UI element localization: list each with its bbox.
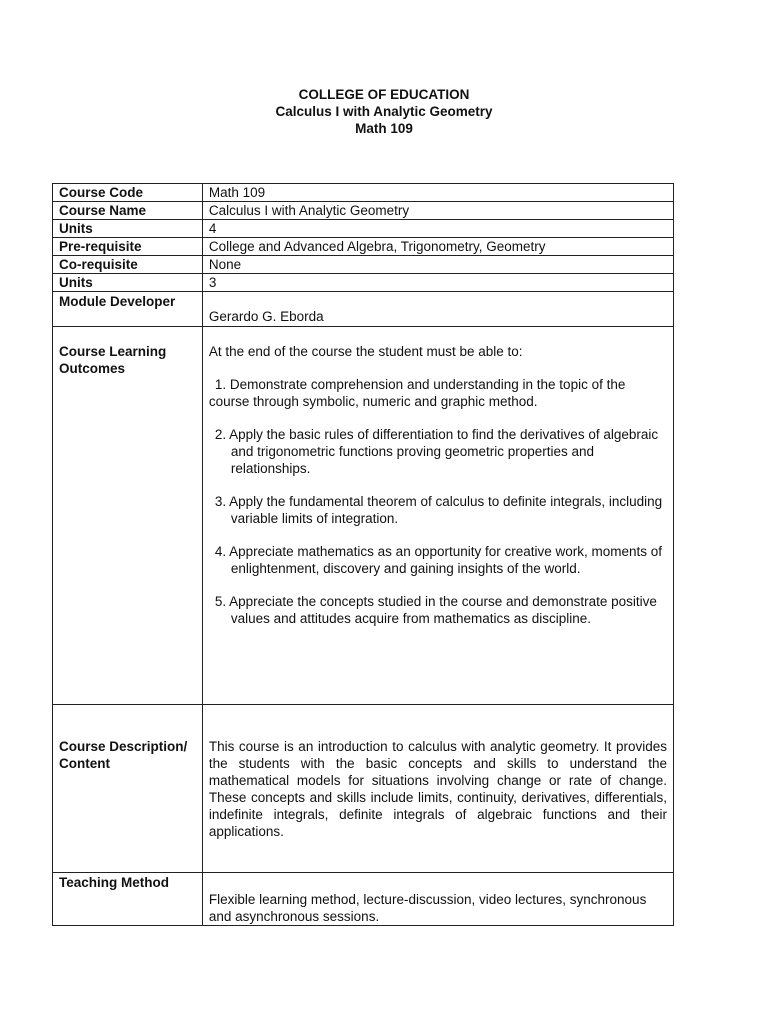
course-code-value: Math 109	[202, 184, 673, 202]
college-name: COLLEGE OF EDUCATION	[298, 87, 470, 102]
document-header	[0, 86, 768, 137]
units-label: Units	[53, 220, 203, 238]
course-info-table	[52, 183, 674, 926]
table-row	[53, 292, 674, 327]
table-row	[53, 873, 674, 926]
table-row	[53, 238, 674, 256]
table-row	[53, 184, 674, 202]
units2-label: Units	[53, 274, 203, 292]
table-row	[53, 705, 674, 873]
units-value: 4	[202, 220, 673, 238]
module-developer-value: Gerardo G. Eborda	[202, 292, 673, 327]
clo-item-4: 4. Appreciate mathematics as an opportunity for creative work, moments of enlightenment, discovery and gaining insights of the world.	[214, 544, 663, 576]
clo-item-5: 5. Appreciate the concepts studied in the course and demonstrate positive values and attitudes acquire from mathematics as discipline.	[214, 594, 657, 626]
course-name-value: Calculus I with Analytic Geometry	[202, 202, 673, 220]
table-row	[53, 220, 674, 238]
course-name-label: Course Name	[53, 202, 203, 220]
table-row	[53, 202, 674, 220]
units2-value: 3	[202, 274, 673, 292]
table-row	[53, 274, 674, 292]
clo-item-3: 3. Apply the fundamental theorem of calculus to definite integrals, including variable limits of integration.	[214, 494, 663, 526]
teaching-method-value: Flexible learning method, lecture-discussion, video lectures, synchronous and asynchronous sessions.	[202, 873, 673, 926]
prerequisite-value: College and Advanced Algebra, Trigonometry, Geometry	[202, 238, 673, 256]
corequisite-value: None	[202, 256, 673, 274]
teaching-method-label: Teaching Method	[53, 873, 203, 926]
table-row	[53, 256, 674, 274]
clo-intro: At the end of the course the student must be able to:	[208, 344, 523, 359]
clo-item-1: 1. Demonstrate comprehension and understanding in the topic of the course through symbolic, numeric and graphic method.	[208, 377, 626, 409]
clo-item-2: 2. Apply the basic rules of differentiation to find the derivatives of algebraic and trigonometric functions proving geometric properties and relationships.	[214, 427, 659, 476]
description-label: Course Description/ Content	[53, 705, 203, 873]
module-developer-label: Module Developer	[53, 292, 203, 327]
prerequisite-label: Pre-requisite	[53, 238, 203, 256]
description-value: This course is an introduction to calculus with analytic geometry. It provides the students with the basic concepts and skills to understand the mathematical models for situations involving change or rate of change. These concepts and skills include limits, continuity, derivatives, differentials, indefinite integrals, definite integrals of algebraic functions and their applications.	[202, 705, 673, 873]
table-row	[53, 327, 674, 705]
clo-label: Course Learning Outcomes	[53, 327, 203, 705]
clo-content	[202, 327, 673, 705]
course-title: Calculus I with Analytic Geometry	[275, 104, 493, 119]
course-code-label: Course Code	[53, 184, 203, 202]
corequisite-label: Co-requisite	[53, 256, 203, 274]
course-number: Math 109	[355, 121, 413, 136]
